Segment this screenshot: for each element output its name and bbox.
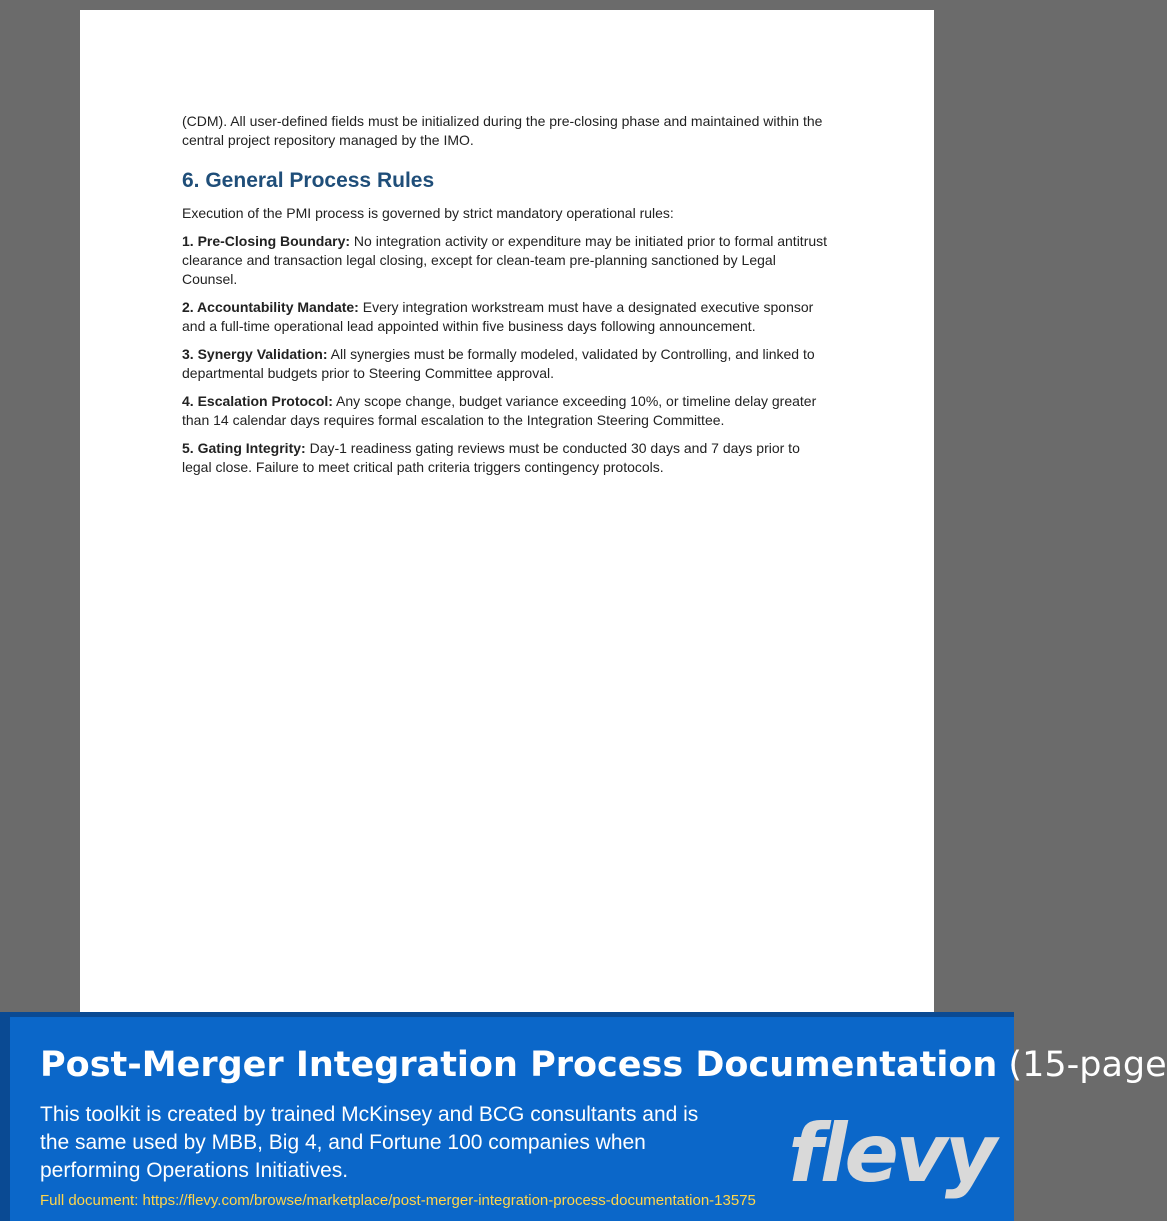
promo-banner [0, 1012, 1167, 1221]
rule-item-3 [182, 345, 830, 383]
rule-title: 5. Gating Integrity: [182, 440, 306, 456]
rule-text: All synergies must be formally modeled, validated by Controlling, and linked to departmental budgets prior to Steering Committee approval. [182, 346, 815, 381]
full-document-link[interactable]: Full document: https://flevy.com/browse/marketplace/post-merger-integration-process-documentation-13575 [40, 1192, 756, 1209]
banner-accent-strip [0, 1017, 10, 1221]
rule-text: Day-1 readiness gating reviews must be conducted 30 days and 7 days prior to legal close. Failure to meet critical path criteria triggers contingency protocols. [182, 440, 800, 475]
section-heading: 6. General Process Rules [182, 169, 435, 192]
section-intro: Execution of the PMI process is governed by strict mandatory operational rules: [182, 205, 674, 221]
intro-paragraph: (CDM). All user-defined fields must be initialized during the pre-closing phase and maintained within the central project repository managed by the IMO. [182, 113, 823, 148]
rule-title: 4. Escalation Protocol: [182, 393, 333, 409]
rule-text: Every integration workstream must have a designated executive sponsor and a full-time operational lead appointed within five business days following announcement. [182, 299, 814, 334]
rule-title: 2. Accountability Mandate: [182, 299, 359, 315]
document-page [80, 10, 934, 1014]
page-content [182, 112, 830, 486]
banner-description: This toolkit is created by trained McKinsey and BCG consultants and is the same used by MBB, Big 4, and Fortune 100 companies when performing Operations Initiatives. [40, 1103, 699, 1182]
banner-title-main: Post-Merger Integration Process Documentation [40, 1045, 998, 1085]
rule-item-1 [182, 232, 830, 289]
rule-text: Any scope change, budget variance exceeding 10%, or timeline delay greater than 14 calendar days requires formal escalation to the Integration Steering Committee. [182, 393, 817, 428]
rule-item-4 [182, 392, 830, 430]
rule-item-5 [182, 439, 830, 477]
rule-item-2 [182, 298, 830, 336]
banner-title-suffix: (15-page [997, 1045, 1167, 1085]
rule-title: 1. Pre-Closing Boundary: [182, 233, 351, 249]
rule-title: 3. Synergy Validation: [182, 346, 328, 362]
rule-text: No integration activity or expenditure may be initiated prior to formal antitrust clearance and transaction legal closing, except for clean-team pre-planning sanctioned by Legal Counsel. [182, 233, 828, 287]
flevy-logo: flevy [788, 1107, 994, 1200]
banner-title [40, 1043, 1167, 1087]
